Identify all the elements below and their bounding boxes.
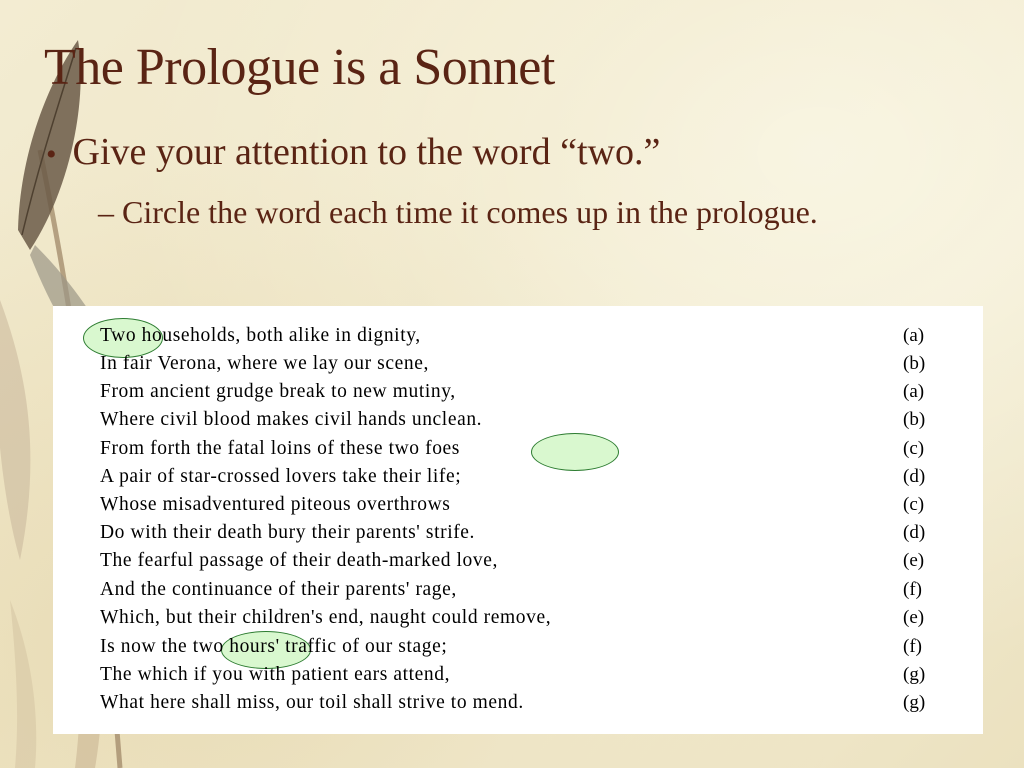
bullet-point — [46, 130, 660, 174]
rhyme-label: (a) — [903, 325, 925, 346]
rhyme-label: (c) — [903, 438, 925, 459]
two-circle-2 — [531, 433, 619, 471]
sonnet-line: From forth the fatal loins of these two foes — [100, 438, 460, 459]
sonnet-line: Two households, both alike in dignity, — [100, 325, 421, 346]
sonnet-line: In fair Verona, where we lay our scene, — [100, 353, 429, 374]
rhyme-label: (d) — [903, 466, 926, 487]
rhyme-label: (g) — [903, 664, 926, 685]
rhyme-label: (b) — [903, 409, 926, 430]
rhyme-label: (b) — [903, 353, 926, 374]
sonnet-line: Where civil blood makes civil hands unclean. — [100, 409, 483, 430]
sonnet-line: Is now the two hours' traffic of our stage; — [100, 636, 448, 657]
rhyme-label: (a) — [903, 381, 925, 402]
bullet-text: Give your attention to the word “two.” — [72, 131, 661, 173]
rhyme-label: (f) — [903, 636, 922, 657]
sonnet-image — [53, 306, 983, 734]
slide-title: The Prologue is a Sonnet — [44, 39, 555, 96]
rhyme-label: (f) — [903, 579, 922, 600]
rhyme-label: (g) — [903, 692, 926, 713]
sub-bullet-text: – Circle the word each time it comes up in the prologue. — [98, 194, 818, 230]
rhyme-label: (c) — [903, 494, 925, 515]
sonnet-line: The fearful passage of their death-marked love, — [100, 550, 498, 571]
sonnet-line: A pair of star-crossed lovers take their life; — [100, 466, 462, 487]
rhyme-label: (d) — [903, 522, 926, 543]
sonnet-line: And the continuance of their parents' rage, — [100, 579, 457, 600]
sonnet-line: What here shall miss, our toil shall strive to mend. — [100, 692, 524, 713]
sonnet-line: Whose misadventured piteous overthrows — [100, 494, 451, 515]
sonnet-line: The which if you with patient ears attend, — [100, 664, 451, 685]
sonnet-line: Do with their death bury their parents' strife. — [100, 522, 476, 543]
rhyme-label: (e) — [903, 550, 925, 571]
sonnet-line: From ancient grudge break to new mutiny, — [100, 381, 456, 402]
sonnet-line: Which, but their children's end, naught could remove, — [100, 607, 552, 628]
rhyme-label: (e) — [903, 607, 925, 628]
bullet-marker: • — [46, 138, 57, 171]
